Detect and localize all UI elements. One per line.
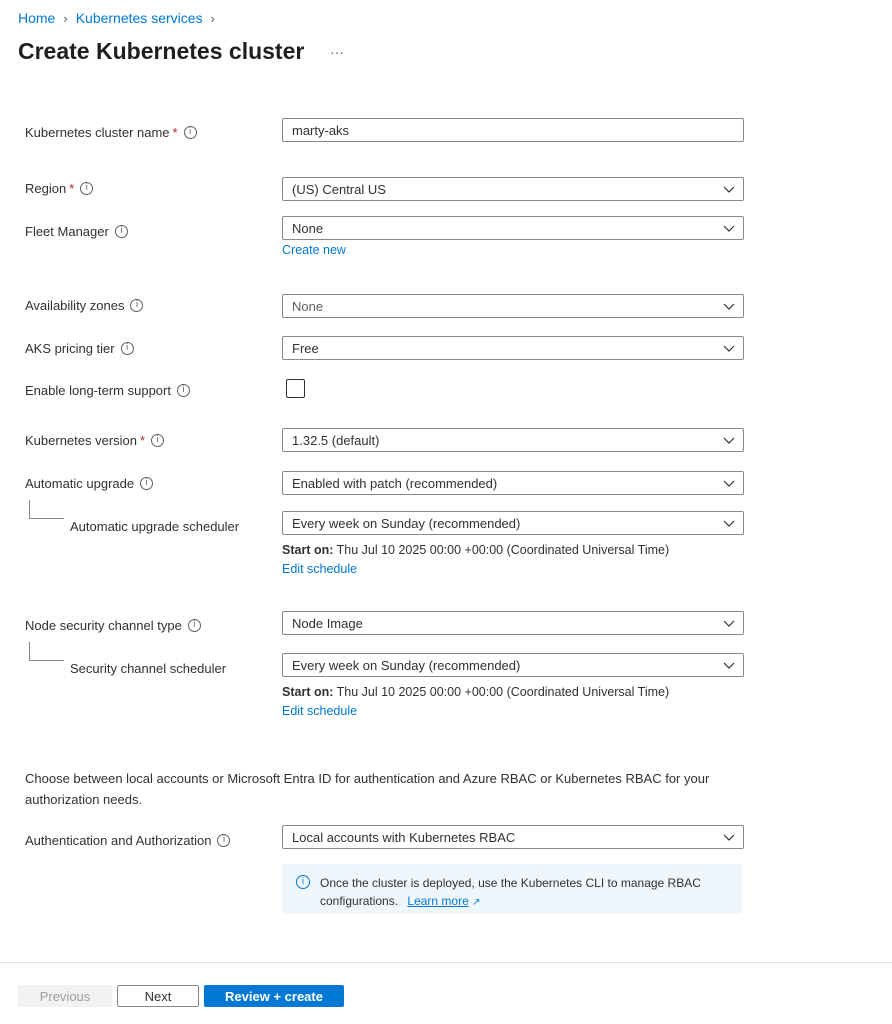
auth-info-text: Once the cluster is deployed, use the Kubernetes CLI to manage RBAC configurations.: [320, 876, 701, 908]
availability-zones-dropdown[interactable]: None: [282, 294, 744, 318]
long-term-support-checkbox[interactable]: [286, 379, 305, 398]
kubernetes-version-label: Kubernetes version * i: [25, 433, 164, 448]
info-icon[interactable]: i: [130, 299, 143, 312]
cluster-name-label: Kubernetes cluster name * i: [25, 125, 197, 140]
chevron-down-icon: [715, 225, 743, 232]
security-start-text: Start on: Thu Jul 10 2025 00:00 +00:00 (Coordinated Universal Time): [282, 685, 670, 699]
info-icon: i: [296, 875, 310, 889]
auth-description: Choose between local accounts or Microsoft Entra ID for authentication and Azure RBAC or Kubernetes RBAC for your authorization needs.: [25, 771, 710, 807]
breadcrumb-home-link[interactable]: Home: [18, 10, 56, 26]
required-marker: *: [140, 433, 146, 448]
external-link-icon: ↗: [472, 897, 481, 908]
review-create-button[interactable]: Review + create: [204, 985, 344, 1007]
required-marker: *: [172, 125, 178, 140]
edit-upgrade-schedule-link[interactable]: Edit schedule: [282, 562, 358, 576]
long-term-support-label: Enable long-term support i: [25, 383, 190, 398]
chevron-down-icon: [715, 186, 743, 193]
chevron-down-icon: [715, 345, 743, 352]
info-icon[interactable]: i: [151, 434, 164, 447]
region-dropdown[interactable]: (US) Central US: [282, 177, 744, 201]
info-icon[interactable]: i: [80, 182, 93, 195]
auth-dropdown[interactable]: Local accounts with Kubernetes RBAC: [282, 825, 744, 849]
auth-label: Authentication and Authorization i: [25, 833, 230, 848]
pricing-tier-label: AKS pricing tier i: [25, 341, 134, 356]
create-new-fleet-link[interactable]: Create new: [282, 243, 346, 257]
chevron-down-icon: [715, 520, 743, 527]
pricing-tier-dropdown[interactable]: Free: [282, 336, 744, 360]
chevron-down-icon: [715, 480, 743, 487]
region-label: Region * i: [25, 181, 93, 196]
upgrade-scheduler-dropdown[interactable]: Every week on Sunday (recommended): [282, 511, 744, 535]
fleet-manager-label: Fleet Manager i: [25, 224, 128, 239]
automatic-upgrade-label: Automatic upgrade i: [25, 476, 153, 491]
node-security-label: Node security channel type i: [25, 618, 201, 633]
info-icon[interactable]: i: [121, 342, 134, 355]
upgrade-scheduler-label: Automatic upgrade scheduler: [70, 519, 240, 534]
page-title: Create Kubernetes cluster: [18, 38, 305, 64]
chevron-right-icon: ›: [210, 10, 215, 26]
required-marker: *: [69, 181, 75, 196]
breadcrumb-services-link[interactable]: Kubernetes services: [75, 10, 203, 26]
previous-button[interactable]: Previous: [18, 985, 112, 1007]
auth-info-box: [282, 864, 742, 914]
security-scheduler-dropdown[interactable]: Every week on Sunday (recommended): [282, 653, 744, 677]
next-button[interactable]: Next: [117, 985, 199, 1007]
fleet-manager-dropdown[interactable]: None: [282, 216, 744, 240]
availability-zones-label: Availability zones i: [25, 298, 143, 313]
kubernetes-version-dropdown[interactable]: 1.32.5 (default): [282, 428, 744, 452]
chevron-down-icon: [715, 620, 743, 627]
cluster-name-input[interactable]: marty-aks: [282, 118, 744, 142]
chevron-down-icon: [715, 437, 743, 444]
info-icon[interactable]: i: [217, 834, 230, 847]
chevron-down-icon: [715, 303, 743, 310]
tree-connector: [29, 642, 64, 661]
info-icon[interactable]: i: [115, 225, 128, 238]
chevron-right-icon: ›: [63, 10, 68, 26]
more-options-button[interactable]: ···: [330, 44, 344, 60]
learn-more-link[interactable]: Learn more: [407, 894, 469, 908]
chevron-down-icon: [715, 834, 743, 841]
info-icon[interactable]: i: [140, 477, 153, 490]
chevron-down-icon: [715, 662, 743, 669]
info-icon[interactable]: i: [177, 384, 190, 397]
edit-security-schedule-link[interactable]: Edit schedule: [282, 704, 358, 718]
info-icon[interactable]: i: [184, 126, 197, 139]
automatic-upgrade-dropdown[interactable]: Enabled with patch (recommended): [282, 471, 744, 495]
info-icon[interactable]: i: [188, 619, 201, 632]
node-security-dropdown[interactable]: Node Image: [282, 611, 744, 635]
breadcrumb: [18, 10, 223, 26]
security-scheduler-label: Security channel scheduler: [70, 661, 227, 676]
footer-divider: [0, 962, 892, 963]
tree-connector: [29, 500, 64, 519]
upgrade-start-text: Start on: Thu Jul 10 2025 00:00 +00:00 (Coordinated Universal Time): [282, 543, 670, 557]
